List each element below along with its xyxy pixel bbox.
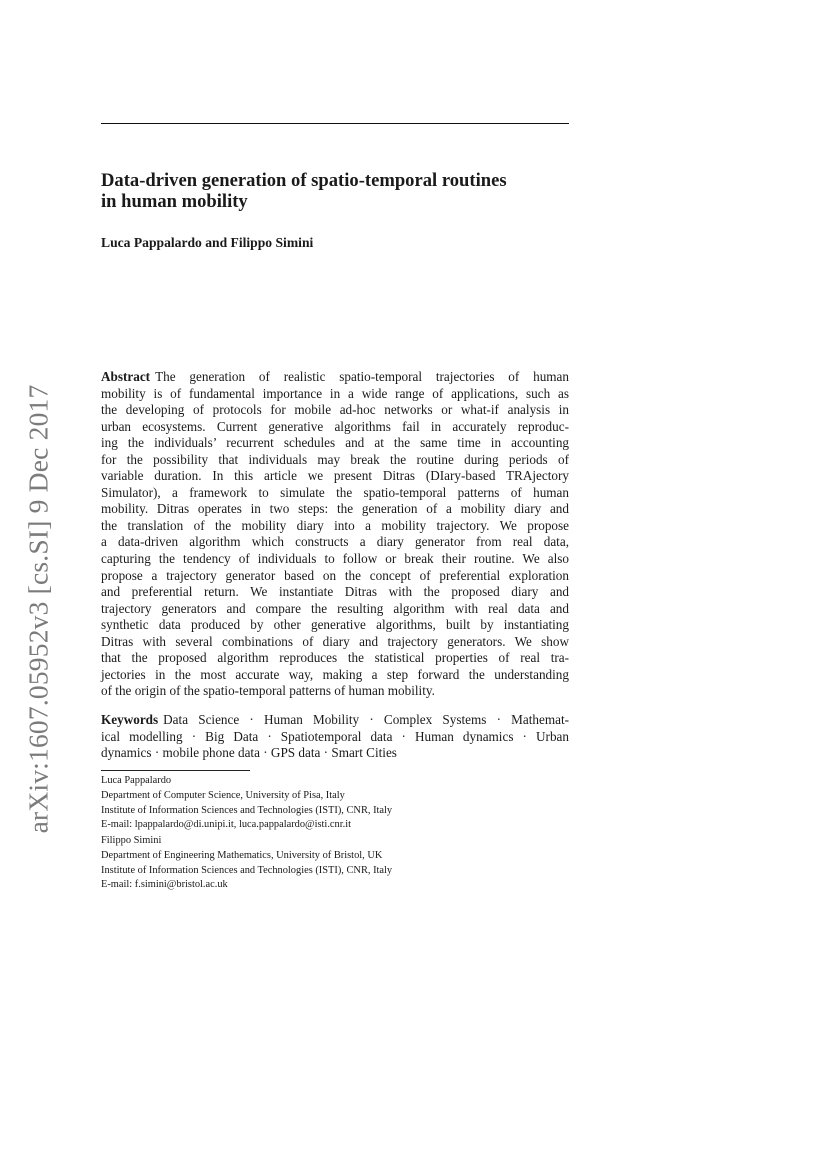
abstract-line: Ditras with several combinations of diary and trajectory generators. We show (101, 633, 569, 649)
author-list: Luca Pappalardo and Filippo Simini (101, 235, 314, 250)
abstract-line: capturing the tendency of individuals to follow or break their routine. We also (101, 551, 569, 567)
abstract-line: urban ecosystems. Current generative algorithms fail in accurately reproduc- (101, 418, 569, 434)
abstract-line: Simulator), a framework to simulate the spatio-temporal patterns of human (101, 484, 569, 500)
abstract-line: of the origin of the spatio-temporal patterns of human mobility. (101, 683, 435, 699)
keywords-text: Data Science · Human Mobility · Complex Systems · Mathemat- (163, 712, 569, 727)
arxiv-side-stamp (18, 378, 58, 840)
arxiv-identifier: arXiv:1607.05952v3 [cs.SI] 9 Dec 2017 (22, 384, 54, 834)
abstract-line: propose a trajectory generator based on the concept of preferential exploration (101, 567, 569, 583)
affiliation-line: Department of Engineering Mathematics, University of Bristol, UK (101, 849, 383, 861)
abstract-line: the translation of the mobility diary into a mobility trajectory. We propose (101, 517, 569, 533)
paper-title (101, 170, 571, 212)
abstract-line: a data-driven algorithm which constructs a diary generator from real data, (101, 534, 569, 550)
keywords-line: ical modelling · Big Data · Spatiotemporal data · Human dynamics · Urban (101, 728, 569, 744)
keywords-line: dynamics · mobile phone data · GPS data · Smart Cities (101, 745, 397, 761)
abstract-line: variable duration. In this article we present Ditras (DIary-based TRAjectory (101, 468, 569, 484)
abstract-line: mobility is of fundamental importance in a wide range of applications, such as (101, 385, 569, 401)
affiliation-author-1 (101, 774, 392, 833)
title-line: Data-driven generation of spatio-temporal routines (101, 170, 507, 191)
abstract-line: mobility. Ditras operates in two steps: the generation of a mobility diary and (101, 501, 569, 517)
abstract-line: jectories in the most accurate way, making a step forward the understanding (101, 666, 569, 682)
footnote-rule (101, 770, 250, 771)
keywords-label: Keywords (101, 712, 159, 727)
header-rule (101, 123, 569, 124)
abstract-text: The generation of realistic spatio-temporal trajectories of human (155, 369, 569, 384)
affiliation-line: Institute of Information Sciences and Technologies (ISTI), CNR, Italy (101, 864, 393, 876)
abstract-block (101, 369, 569, 700)
abstract-line (101, 369, 569, 386)
abstract-line: trajectory generators and compare the resulting algorithm with real data and (101, 600, 569, 616)
affiliation-email: E-mail: f.simini@bristol.ac.uk (101, 879, 228, 891)
affiliation-name: Luca Pappalardo (101, 775, 172, 786)
abstract-line: the developing of protocols for mobile ad-hoc networks or what-if analysis in (101, 402, 569, 418)
abstract-label: Abstract (101, 369, 151, 384)
abstract-line: and preferential return. We instantiate Ditras with the proposed diary and (101, 584, 569, 600)
affiliation-author-2 (101, 834, 392, 893)
affiliation-line: Institute of Information Sciences and Technologies (ISTI), CNR, Italy (101, 804, 393, 816)
affiliation-line: Department of Computer Science, University of Pisa, Italy (101, 789, 345, 801)
abstract-line: for the possibility that individuals may break the routine during periods of (101, 451, 569, 467)
affiliation-email: E-mail: lpappalardo@di.unipi.it, luca.pappalardo@isti.cnr.it (101, 819, 351, 831)
abstract-line: synthetic data produced by other generative algorithms, built by instantiating (101, 617, 569, 633)
abstract-line: ing the individuals’ recurrent schedules and at the same time in accounting (101, 435, 569, 451)
keywords-line (101, 712, 569, 729)
affiliation-name: Filippo Simini (101, 835, 162, 846)
keywords-block (101, 712, 569, 762)
abstract-line: that the proposed algorithm reproduces the statistical properties of real tra- (101, 650, 569, 666)
title-line: in human mobility (101, 191, 248, 212)
